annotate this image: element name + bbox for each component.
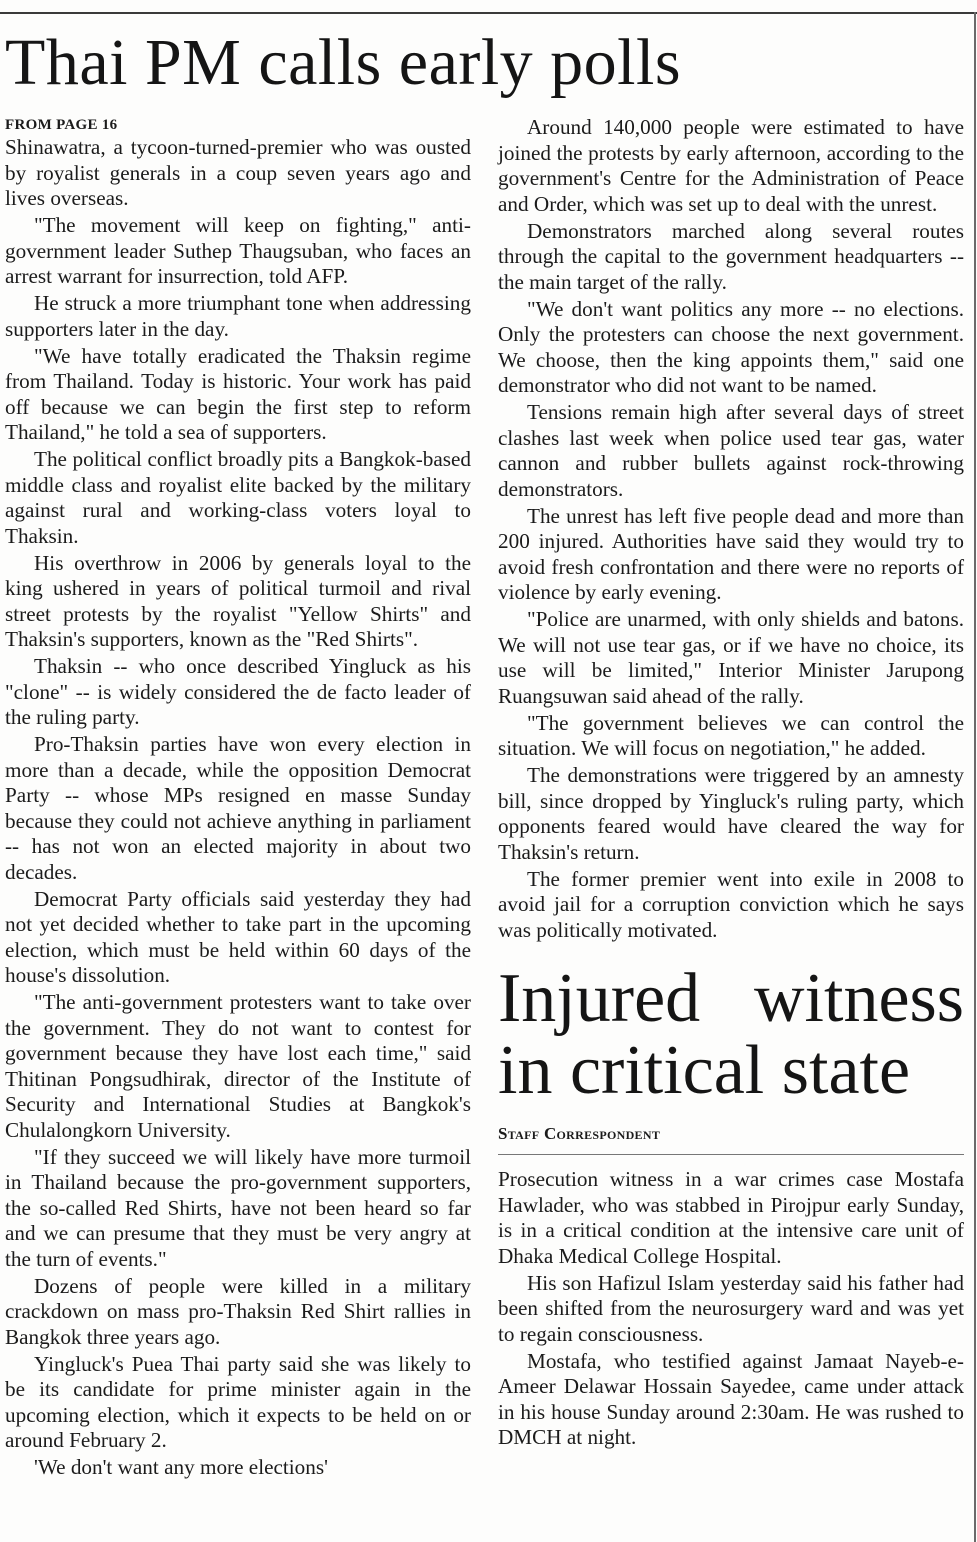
subheading: 'We don't want any more elections'	[34, 1455, 328, 1479]
second-article-headline: Injured witness in critical state	[498, 960, 964, 1109]
article-paragraph: "We have totally eradicated the Thaksin regime from Thailand. Today is historic. Your work has paid off because we can begin the first step to reform Thailand," he told a sea of supporters.	[5, 343, 471, 444]
article-paragraph: "If they succeed we will likely have more turmoil in Thailand because the pro-government supporters, the so-called Red Shirts, have not been heard so far and we can presume that they must be very angry at the turn of events."	[5, 1144, 471, 1271]
article-paragraph: "We don't want politics any more -- no elections. Only the protesters can choose the next government. We choose, then the king appoints them," said one demonstrator who did not want to be named.	[498, 296, 964, 397]
article-right-column	[498, 115, 964, 1452]
article-paragraph: Yingluck's Puea Thai party said she was likely to be its candidate for prime minister again in the upcoming election, which it expects to be held on or around February 2.	[5, 1351, 471, 1452]
article-paragraph: Tensions remain high after several days of street clashes last week when police used tear gas, water cannon and rubber bullets against rock-throwing demonstrators.	[498, 400, 964, 501]
article-paragraph: Democrat Party officials said yesterday they had not yet decided whether to take part in the upcoming election, which must be held within 60 days of the house's dissolution.	[5, 886, 471, 987]
article-paragraph: His overthrow in 2006 by generals loyal to the king ushered in years of political turmoil and rival street protests by the royalist "Yellow Shirts" and Thaksin's supporters, known as the "Red Shirts".	[5, 550, 471, 651]
dateline: FROM PAGE 16	[5, 117, 118, 133]
article-paragraph: Mostafa, who testified against Jamaat Nayeb-e-Ameer Delawar Hossain Sayedee, came under attack in his house Sunday around 2:30am. He was rushed to DMCH at night.	[498, 1348, 964, 1449]
article-paragraph: Dozens of people were killed in a military crackdown on mass pro-Thaksin Red Shirt rallies in Bangkok three years ago.	[5, 1273, 471, 1349]
article-paragraph: The political conflict broadly pits a Bangkok-based middle class and royalist elite backed by the military against rural and working-class voters loyal to Thaksin.	[5, 447, 471, 548]
byline-rule	[498, 1154, 964, 1155]
article-paragraph: The former premier went into exile in 2008 to avoid jail for a corruption conviction which he says was politically motivated.	[498, 866, 964, 942]
article-paragraph: Prosecution witness in a war crimes case Mostafa Hawlader, who was stabbed in Pirojpur early Sunday, is in a critical condition at the intensive care unit of Dhaka Medical College Hospital.	[498, 1167, 964, 1268]
right-column-rule	[974, 12, 976, 1542]
article-paragraph: The demonstrations were triggered by an amnesty bill, since dropped by Yingluck's ruling party, which opponents feared would have cleared the way for Thaksin's return.	[498, 763, 964, 864]
article-paragraph: Demonstrators marched along several routes through the capital to the government headquarters -- the main target of the rally.	[498, 218, 964, 294]
article-paragraph: "The anti-government protesters want to take over the government. They do not want to contest for government because they have lost each time," said Thitinan Pongsudhirak, director of the Institute of Security and International Studies at Bangkok's Chulalongkorn University.	[5, 990, 471, 1142]
article-paragraph: Shinawatra, a tycoon-turned-premier who was ousted by royalist generals in a coup seven years ago and lives overseas.	[5, 135, 471, 210]
top-rule	[0, 12, 977, 14]
article-paragraph: Thaksin -- who once described Yingluck as his "clone" -- is widely considered the de facto leader of the ruling party.	[5, 654, 471, 729]
article-paragraph: He struck a more triumphant tone when addressing supporters later in the day.	[5, 291, 471, 341]
article-headline: Thai PM calls early polls	[5, 26, 682, 99]
byline: Staff Correspondent	[498, 1124, 661, 1143]
article-paragraph: His son Hafizul Islam yesterday said his father had been shifted from the neurosurgery ward and was yet to regain consciousness.	[498, 1270, 964, 1346]
article-paragraph: "The government believes we can control the situation. We will focus on negotiation," he added.	[498, 710, 964, 760]
article-paragraph: Around 140,000 people were estimated to have joined the protests by early afternoon, according to the government's Centre for the Administration of Peace and Order, which was set up to deal with the unrest.	[498, 115, 964, 216]
article-left-column	[5, 115, 471, 1482]
article-paragraph: Pro-Thaksin parties have won every election in more than a decade, while the opposition Democrat Party -- whose MPs resigned en masse Sunday because they could not achieve anything in parliament -- has not won an elected majority in about two decades.	[5, 732, 471, 884]
article-paragraph: "The movement will keep on fighting," anti-government leader Suthep Thaugsuban, who faces an arrest warrant for insurrection, told AFP.	[5, 213, 471, 288]
article-paragraph: "Police are unarmed, with only shields and batons. We will not use tear gas, or if we have no choice, its use will be limited," Interior Minister Jarupong Ruangsuwan said ahead of the rally.	[498, 607, 964, 708]
article-paragraph: The unrest has left five people dead and more than 200 injured. Authorities have said they would try to avoid fresh confrontation and there were no reports of violence by early evening.	[498, 503, 964, 604]
